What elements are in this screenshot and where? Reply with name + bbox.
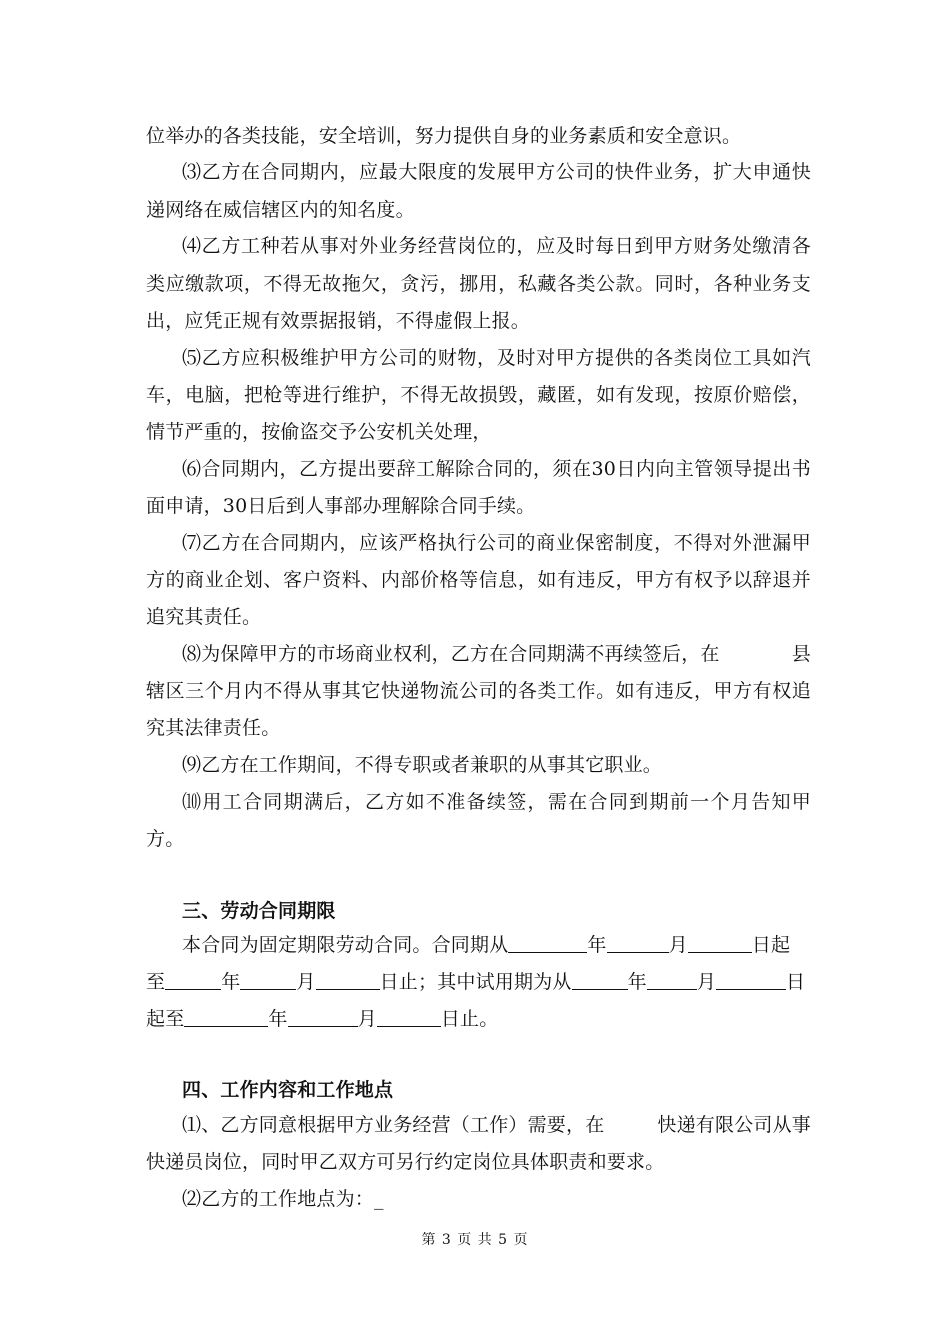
text-segment: 本合同为固定期限劳动合同。合同期从 [182, 934, 509, 956]
page-number: 第 3 页 共 5 页 [421, 1232, 529, 1248]
text-segment: 日起 [751, 934, 791, 956]
text-segment: 快递有限公司从事 [657, 1114, 811, 1136]
text-line: 位举办的各类技能，安全培训，努力提供自身的业务素质和安全意识。 [146, 125, 742, 147]
fill-blank[interactable] [165, 971, 221, 990]
section-heading: 三、劳动合同期限 [182, 900, 336, 922]
text-line: 类应缴款项，不得无故拖欠，贪污，挪用，私藏各类公款。同时，各种业务支 [146, 273, 811, 295]
text-segment: 日 [786, 971, 806, 993]
text-line: 辖区三个月内不得从事其它快递物流公司的各类工作。如有违反，甲方有权追 [146, 680, 811, 702]
text-line: 面申请，30日后到人事部办理解除合同手续。 [146, 495, 536, 517]
text-line [182, 642, 811, 666]
text-line: ⑼乙方在工作期间，不得专职或者兼职的从事其它职业。 [182, 754, 663, 776]
form-line [146, 1007, 811, 1031]
fill-blank[interactable] [508, 934, 587, 953]
fill-blank[interactable] [316, 971, 380, 990]
text-segment: 月 [668, 934, 688, 956]
text-segment: ⑴、乙方同意根据甲方业务经营（工作）需要，在 [182, 1114, 605, 1136]
text-line: ⑵乙方的工作地点为：_ [182, 1188, 384, 1210]
text-line: ⑶乙方在合同期内，应最大限度的发展甲方公司的快件业务，扩大申通快 [182, 161, 811, 183]
text-line: ⑽用工合同期满后，乙方如不准备续签，需在合同到期前一个月告知甲 [182, 791, 811, 813]
text-segment: 日止；其中试用期为从 [379, 971, 572, 993]
text-line: 方的商业企划、客户资料、内部价格等信息，如有违反，甲方有权予以辞退并 [146, 569, 811, 591]
text-line: 究其法律责任。 [146, 717, 281, 739]
fill-blank[interactable] [647, 971, 697, 990]
text-line: 情节严重的，按偷盗交予公安机关处理， [146, 421, 492, 443]
text-segment: 年 [221, 971, 241, 993]
text-line: ⑺乙方在合同期内，应该严格执行公司的商业保密制度，不得对外泄漏甲 [182, 532, 811, 554]
form-line [146, 970, 811, 994]
section-heading: 四、工作内容和工作地点 [182, 1079, 394, 1101]
text-line: 方。 [146, 828, 185, 850]
text-line [182, 1113, 811, 1137]
text-segment: 县 [791, 643, 811, 665]
text-segment: 月 [357, 1008, 377, 1030]
text-segment: ⑻为保障甲方的市场商业权利，乙方在合同期满不再续签后，在 [182, 643, 720, 665]
fill-blank[interactable] [288, 1008, 358, 1027]
fill-blank[interactable] [716, 971, 786, 990]
text-line: 递网络在威信辖区内的知名度。 [146, 199, 415, 221]
text-line: 出，应凭正规有效票据报销，不得虚假上报。 [146, 310, 531, 332]
fill-blank[interactable] [377, 1008, 441, 1027]
fill-blank[interactable] [184, 1008, 268, 1027]
text-line: ⑸乙方应积极维护甲方公司的财物，及时对甲方提供的各类岗位工具如汽 [182, 347, 811, 369]
text-segment: 起至 [146, 1008, 185, 1030]
text-segment: 月 [696, 971, 717, 993]
text-line: ⑷乙方工种若从事对外业务经营岗位的，应及时每日到甲方财务处缴清各 [182, 235, 811, 257]
text-line: ⑹合同期内，乙方提出要辞工解除合同的，须在30日内向主管领导提出书 [182, 458, 811, 480]
text-segment: 年 [587, 934, 607, 956]
text-segment: 年 [268, 1008, 288, 1030]
text-segment: 月 [296, 971, 316, 993]
text-line: 追究其责任。 [146, 606, 262, 628]
fill-blank[interactable] [607, 934, 669, 953]
form-line [182, 933, 847, 957]
fill-blank[interactable] [688, 934, 752, 953]
text-segment: 至 [146, 971, 166, 993]
text-segment: 年 [627, 971, 647, 993]
fill-blank[interactable] [240, 971, 296, 990]
fill-blank[interactable] [572, 971, 628, 990]
text-segment: 日止。 [440, 1008, 499, 1030]
text-line: 车，电脑，把枪等进行维护，不得无故损毁，藏匿，如有发现，按原价赔偿， [146, 384, 811, 406]
text-line: 快递员岗位，同时甲乙双方可另行约定岗位具体职责和要求。 [146, 1151, 665, 1173]
